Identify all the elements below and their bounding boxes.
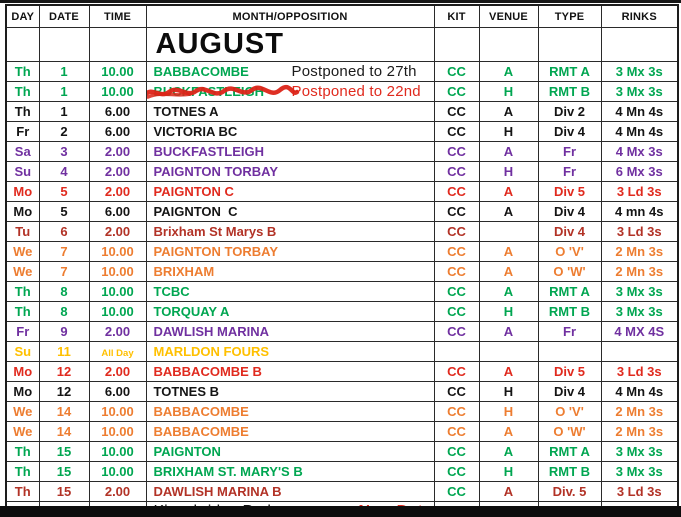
kit-cell: CC	[434, 422, 479, 442]
type-cell: RMT A	[538, 442, 601, 462]
venue-cell: A	[479, 322, 538, 342]
table-row	[6, 202, 678, 222]
opposition-name: BABBACOMBE	[153, 404, 249, 419]
date-cell: 6	[39, 222, 89, 242]
venue-cell: A	[479, 202, 538, 222]
time-cell	[89, 82, 146, 102]
date-cell: 5	[39, 202, 89, 222]
type-cell: Div 5	[538, 362, 601, 382]
type-cell: Div 4	[538, 202, 601, 222]
table-row	[6, 422, 678, 442]
date-cell: 15	[39, 482, 89, 502]
venue-cell: H	[479, 162, 538, 182]
opposition-cell	[146, 222, 434, 242]
day-cell: Mo	[6, 362, 39, 382]
header-cell-opposition: MONTH/OPPOSITION	[146, 5, 434, 28]
kit-cell: CC	[434, 222, 479, 242]
time-value: 6.00	[104, 204, 131, 219]
table-row	[6, 142, 678, 162]
venue-cell	[479, 222, 538, 242]
header-cell-type: TYPE	[538, 5, 601, 28]
rinks-cell: 4 mn 4s	[601, 202, 678, 222]
time-cell	[89, 222, 146, 242]
type-cell: Fr	[538, 142, 601, 162]
time-value: 2.00	[104, 324, 131, 339]
type-cell: Div 4	[538, 222, 601, 242]
time-cell	[89, 202, 146, 222]
date-cell: 12	[39, 382, 89, 402]
opposition-name: BABBACOMBE	[153, 64, 249, 79]
date-cell: 1	[39, 62, 89, 82]
time-cell	[89, 362, 146, 382]
opposition-name: PAIGNTON C	[153, 184, 234, 199]
venue-cell: A	[479, 242, 538, 262]
opposition-cell	[146, 422, 434, 442]
rinks-cell: 2 Mn 3s	[601, 262, 678, 282]
kit-cell: CC	[434, 122, 479, 142]
rinks-cell: 3 Mx 3s	[601, 282, 678, 302]
opposition-cell	[146, 382, 434, 402]
time-value: 10.00	[101, 64, 134, 79]
time-cell	[89, 142, 146, 162]
type-cell: Div 5	[538, 182, 601, 202]
opposition-name: DAWLISH MARINA	[153, 324, 270, 339]
date-cell: 4	[39, 162, 89, 182]
opposition-cell	[146, 402, 434, 422]
time-value: 10.00	[101, 464, 134, 479]
type-cell: Div. 5	[538, 482, 601, 502]
day-cell: Th	[6, 82, 39, 102]
time-value: 6.00	[104, 384, 131, 399]
venue-cell: A	[479, 442, 538, 462]
rinks-cell: 3 Mx 3s	[601, 462, 678, 482]
opposition-cell	[146, 242, 434, 262]
opposition-name: BABBACOMBE B	[153, 364, 262, 379]
date-cell: 2	[39, 122, 89, 142]
time-value: 2.00	[104, 484, 131, 499]
date-cell: 1	[39, 102, 89, 122]
time-cell	[89, 122, 146, 142]
table-row	[6, 402, 678, 422]
kit-cell: CC	[434, 322, 479, 342]
rinks-cell: 3 Ld 3s	[601, 362, 678, 382]
time-cell	[89, 302, 146, 322]
time-cell	[89, 322, 146, 342]
day-cell: Th	[6, 282, 39, 302]
date-cell: 9	[39, 322, 89, 342]
venue-cell: H	[479, 462, 538, 482]
header-row	[6, 5, 678, 28]
day-cell: Mo	[6, 202, 39, 222]
opposition-name: BUCKFASTLEIGH	[153, 144, 264, 159]
venue-cell: A	[479, 102, 538, 122]
rinks-cell: 4 Mn 4s	[601, 122, 678, 142]
opposition-cell	[146, 282, 434, 302]
venue-cell: A	[479, 422, 538, 442]
opposition-cell	[146, 362, 434, 382]
opposition-name: PAIGNTON TORBAY	[153, 244, 278, 259]
time-value: 10.00	[101, 84, 134, 99]
annotation-note: Postponed to 27th	[291, 63, 417, 80]
time-value: 10.00	[101, 424, 134, 439]
time-value: 2.00	[104, 224, 131, 239]
type-cell: Fr	[538, 162, 601, 182]
time-cell	[89, 342, 146, 362]
kit-cell: CC	[434, 382, 479, 402]
time-value: 6.00	[104, 124, 131, 139]
opposition-name: DAWLISH MARINA B	[153, 484, 282, 499]
opposition-name: BRIXHAM	[153, 264, 215, 279]
venue-cell: A	[479, 262, 538, 282]
opposition-name: BRIXHAM ST. MARY'S B	[153, 464, 303, 479]
time-cell	[89, 262, 146, 282]
table-row	[6, 482, 678, 502]
type-cell: Fr	[538, 322, 601, 342]
table-row	[6, 362, 678, 382]
venue-cell: A	[479, 142, 538, 162]
date-cell: 8	[39, 282, 89, 302]
time-value: 10.00	[101, 244, 134, 259]
opposition-name: TCBC	[153, 284, 190, 299]
opposition-cell	[146, 462, 434, 482]
venue-cell: A	[479, 62, 538, 82]
time-cell	[89, 182, 146, 202]
table-row	[6, 242, 678, 262]
type-cell: Div 2	[538, 102, 601, 122]
kit-cell: CC	[434, 282, 479, 302]
day-cell: Fr	[6, 122, 39, 142]
day-cell: Tu	[6, 222, 39, 242]
kit-cell: CC	[434, 482, 479, 502]
table-row	[6, 462, 678, 482]
bottom-border-bar	[0, 506, 681, 517]
time-cell	[89, 162, 146, 182]
day-cell: Th	[6, 302, 39, 322]
time-cell	[89, 442, 146, 462]
rinks-cell: 3 Mx 3s	[601, 62, 678, 82]
day-cell: Su	[6, 342, 39, 362]
venue-cell: A	[479, 482, 538, 502]
date-cell: 14	[39, 422, 89, 442]
kit-cell: CC	[434, 142, 479, 162]
rinks-cell: 2 Mn 3s	[601, 242, 678, 262]
time-value: 6.00	[104, 104, 131, 119]
day-cell: Th	[6, 62, 39, 82]
venue-cell: H	[479, 302, 538, 322]
day-cell: Su	[6, 162, 39, 182]
opposition-name: PAIGNTON C	[153, 204, 238, 219]
venue-cell: A	[479, 182, 538, 202]
rinks-cell: 3 Ld 3s	[601, 222, 678, 242]
header-cell-date: DATE	[39, 5, 89, 28]
kit-cell: CC	[434, 402, 479, 422]
day-cell: Th	[6, 482, 39, 502]
type-cell: RMT B	[538, 462, 601, 482]
opposition-cell	[146, 102, 434, 122]
date-cell: 5	[39, 182, 89, 202]
time-cell	[89, 382, 146, 402]
time-value: All Day	[101, 347, 134, 359]
opposition-name: TOTNES A	[153, 104, 219, 119]
date-cell: 15	[39, 462, 89, 482]
time-value: 2.00	[104, 184, 131, 199]
kit-cell	[434, 342, 479, 362]
opposition-name: BUCKFASTLEIGH	[153, 84, 264, 99]
table-row	[6, 82, 678, 102]
top-border-bar	[0, 0, 681, 3]
time-value: 2.00	[104, 364, 131, 379]
empty-cell	[538, 28, 601, 62]
kit-cell: CC	[434, 442, 479, 462]
day-cell: Fr	[6, 322, 39, 342]
kit-cell: CC	[434, 102, 479, 122]
table-row	[6, 262, 678, 282]
kit-cell: CC	[434, 462, 479, 482]
venue-cell: H	[479, 122, 538, 142]
opposition-name: TOTNES B	[153, 384, 219, 399]
rinks-cell: 3 Ld 3s	[601, 482, 678, 502]
type-cell: RMT A	[538, 62, 601, 82]
date-cell: 7	[39, 242, 89, 262]
kit-cell: CC	[434, 162, 479, 182]
kit-cell: CC	[434, 202, 479, 222]
header-cell-time: TIME	[89, 5, 146, 28]
table-row	[6, 222, 678, 242]
day-cell: Th	[6, 462, 39, 482]
type-cell: RMT A	[538, 282, 601, 302]
kit-cell: CC	[434, 82, 479, 102]
opposition-cell	[146, 482, 434, 502]
day-cell: We	[6, 422, 39, 442]
kit-cell: CC	[434, 362, 479, 382]
rinks-cell: 6 Mx 3s	[601, 162, 678, 182]
table-row	[6, 122, 678, 142]
type-cell: Div 4	[538, 382, 601, 402]
opposition-name: MARLDON FOURS	[153, 344, 270, 359]
venue-cell: H	[479, 402, 538, 422]
date-cell: 15	[39, 442, 89, 462]
month-title: AUGUST	[146, 28, 434, 62]
opposition-cell	[146, 142, 434, 162]
time-cell	[89, 102, 146, 122]
empty-cell	[601, 28, 678, 62]
date-cell: 8	[39, 302, 89, 322]
type-cell: O 'W'	[538, 262, 601, 282]
empty-cell	[39, 28, 89, 62]
day-cell: Sa	[6, 142, 39, 162]
date-cell: 11	[39, 342, 89, 362]
opposition-cell	[146, 122, 434, 142]
kit-cell: CC	[434, 242, 479, 262]
type-cell: O 'V'	[538, 242, 601, 262]
opposition-name: PAIGNTON TORBAY	[153, 164, 278, 179]
rinks-cell: 3 Mx 3s	[601, 302, 678, 322]
day-cell: Th	[6, 102, 39, 122]
header-cell-rinks: RINKS	[601, 5, 678, 28]
rinks-cell: 3 Ld 3s	[601, 182, 678, 202]
date-cell: 12	[39, 362, 89, 382]
time-value: 2.00	[104, 144, 131, 159]
opposition-name: TORQUAY A	[153, 304, 230, 319]
opposition-cell	[146, 162, 434, 182]
opposition-cell	[146, 262, 434, 282]
day-cell: We	[6, 402, 39, 422]
opposition-name: PAIGNTON	[153, 444, 221, 459]
date-cell: 7	[39, 262, 89, 282]
type-cell: Div 4	[538, 122, 601, 142]
opposition-cell	[146, 302, 434, 322]
time-value: 2.00	[104, 164, 131, 179]
type-cell	[538, 342, 601, 362]
day-cell: Mo	[6, 182, 39, 202]
date-cell: 3	[39, 142, 89, 162]
time-value: 10.00	[101, 284, 134, 299]
opposition-name: VICTORIA BC	[153, 124, 238, 139]
day-cell: We	[6, 262, 39, 282]
kit-cell: CC	[434, 262, 479, 282]
time-value: 10.00	[101, 264, 134, 279]
opposition-cell	[146, 442, 434, 462]
header-cell-kit: KIT	[434, 5, 479, 28]
rinks-cell: 3 Mx 3s	[601, 442, 678, 462]
date-cell: 1	[39, 82, 89, 102]
time-cell	[89, 482, 146, 502]
empty-cell	[6, 28, 39, 62]
rinks-cell: 2 Mn 3s	[601, 422, 678, 442]
rinks-cell: 3 Mx 3s	[601, 82, 678, 102]
opposition-cell	[146, 182, 434, 202]
opposition-name: Brixham St Marys B	[153, 224, 277, 239]
venue-cell: A	[479, 282, 538, 302]
table-row	[6, 302, 678, 322]
day-cell: We	[6, 242, 39, 262]
time-value: 10.00	[101, 304, 134, 319]
header-cell-venue: VENUE	[479, 5, 538, 28]
venue-cell: H	[479, 82, 538, 102]
time-value: 10.00	[101, 404, 134, 419]
type-cell: O 'W'	[538, 422, 601, 442]
type-cell: O 'V'	[538, 402, 601, 422]
empty-cell	[479, 28, 538, 62]
annotation-note: Postponed to 22nd	[291, 83, 421, 100]
table-row	[6, 62, 678, 82]
opposition-cell	[146, 62, 434, 82]
table-row	[6, 182, 678, 202]
time-cell	[89, 282, 146, 302]
empty-cell	[434, 28, 479, 62]
venue-cell: H	[479, 382, 538, 402]
table-row	[6, 162, 678, 182]
opposition-cell	[146, 202, 434, 222]
opposition-cell	[146, 342, 434, 362]
empty-cell	[89, 28, 146, 62]
rinks-cell: 4 Mn 4s	[601, 102, 678, 122]
rinks-cell	[601, 342, 678, 362]
opposition-cell	[146, 82, 434, 102]
kit-cell: CC	[434, 182, 479, 202]
time-cell	[89, 462, 146, 482]
table-row	[6, 102, 678, 122]
venue-cell: A	[479, 362, 538, 382]
rinks-cell: 2 Mn 3s	[601, 402, 678, 422]
table-row	[6, 342, 678, 362]
venue-cell	[479, 342, 538, 362]
header-cell-day: DAY	[6, 5, 39, 28]
table-row	[6, 282, 678, 302]
kit-cell: CC	[434, 62, 479, 82]
type-cell: RMT B	[538, 82, 601, 102]
opposition-cell	[146, 322, 434, 342]
time-value: 10.00	[101, 444, 134, 459]
month-row	[6, 28, 678, 62]
time-cell	[89, 242, 146, 262]
time-cell	[89, 62, 146, 82]
rinks-cell: 4 MX 4S	[601, 322, 678, 342]
opposition-name: BABBACOMBE	[153, 424, 249, 439]
day-cell: Th	[6, 442, 39, 462]
type-cell: RMT B	[538, 302, 601, 322]
table-row	[6, 382, 678, 402]
date-cell: 14	[39, 402, 89, 422]
rinks-cell: 4 Mx 3s	[601, 142, 678, 162]
table-row	[6, 442, 678, 462]
rinks-cell: 4 Mn 4s	[601, 382, 678, 402]
time-cell	[89, 422, 146, 442]
fixtures-table	[5, 4, 679, 517]
table-row	[6, 322, 678, 342]
kit-cell: CC	[434, 302, 479, 322]
day-cell: Mo	[6, 382, 39, 402]
time-cell	[89, 402, 146, 422]
